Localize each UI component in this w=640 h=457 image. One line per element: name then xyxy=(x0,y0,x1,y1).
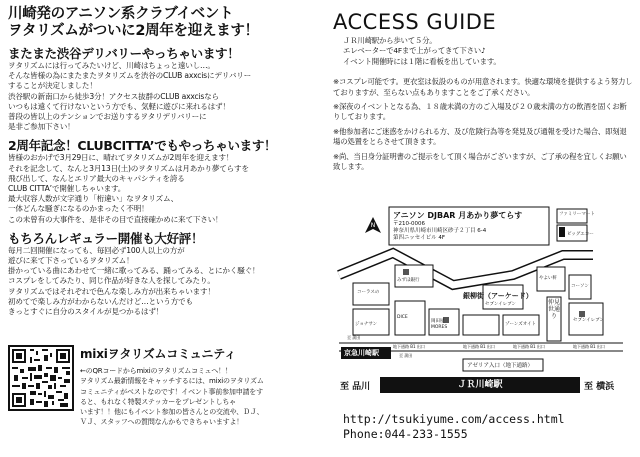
street-label: 仲見世通り xyxy=(547,299,560,320)
qr-code-icon xyxy=(10,347,72,409)
text-line: 渋谷駅の新南口から徒歩3分！アクセス抜群のCLUB axxcisなら xyxy=(8,91,219,101)
jr-train-bar xyxy=(340,377,622,393)
shop-label: ジョナサン xyxy=(355,322,378,327)
text-line: 掛かっている曲にあわせて一緒に歌ってみる、踊ってみる、とにかく騒ぐ！ xyxy=(8,266,260,276)
exit-label: 地下通路 B1 出口 xyxy=(573,344,605,349)
section-shibuya-body xyxy=(8,61,313,132)
shop-label: セブンイレブン xyxy=(573,318,604,323)
access-directions xyxy=(343,36,633,67)
shop-label: みずほ銀行 xyxy=(397,278,420,283)
text-line: コスプレをしてみたり、同じ作品が好きな人を探してみたり。 xyxy=(8,276,215,286)
note-age: ※深夜のイベントとなる為、１８歳未満の方のご入場及び２０歳未満の方の飲酒を固くお断りしております。 xyxy=(333,102,627,122)
section-regular-body xyxy=(8,246,313,317)
jr-station-bar xyxy=(380,377,580,393)
exit-label: 地下通路 B1 出口 xyxy=(513,344,545,349)
text-line: ＶＪ、スタッフへの質問なんかもできちゃいますよ！ xyxy=(80,418,244,427)
access-url-link[interactable]: http://tsukiyume.com/access.html xyxy=(343,412,565,426)
exit-label: 地下通路 B1 出口 xyxy=(463,344,495,349)
text-line: CLUB CITTA’で開催しちゃいます。 xyxy=(8,184,126,194)
headline-line-1: 川崎発のアニソン系クラブイベント xyxy=(8,6,234,22)
svg-text:N: N xyxy=(370,222,376,229)
text-line: 普段の皆以上のテンションでお送りするヲタリデリバリーに xyxy=(8,112,207,122)
right-column xyxy=(333,0,633,172)
note-cosplay: ※コスプレ可能です。更衣室は仮設のものが用意されます。快適な環境を提供するよう努力しておりますが、至らない点もありますことをご了承ください。 xyxy=(333,77,633,97)
text-line: コミュニティがベストなのです！イベント事前参加申請をす xyxy=(80,387,263,396)
venue-building: 第四ニッセイビル 4F xyxy=(393,235,446,241)
text-line: 是非ご参加下さい！ xyxy=(8,122,75,132)
headline-line-2: ヲタリズムがついに2周年を迎えます！ xyxy=(8,23,259,39)
text-line: エレベーターで4Fまで上がってきて下さい♪ xyxy=(343,46,486,56)
section-anniversary-body xyxy=(8,153,313,224)
access-guide-title: ACCESS GUIDE xyxy=(333,10,497,34)
direction-label: 至 蒲田 xyxy=(347,335,361,340)
text-line: いつもは遠くて行けないという方でも、気軽に遊びに来れるはず！ xyxy=(8,101,230,111)
text-line: ると、もれなく特製ステッカーをプレゼントしちゃ xyxy=(80,397,236,406)
text-line: ヲタリズムではそれぞれで色んな楽しみ方が出来ちゃいます！ xyxy=(8,286,215,296)
text-line: きっとすぐに自分のスタイルが見つかるはず！ xyxy=(8,307,164,317)
jr-station-label: ＪＲ川崎駅 xyxy=(457,380,503,390)
mixi-body xyxy=(80,366,310,428)
direction-label: 至 蒲田 xyxy=(399,353,413,358)
section-regular-title: もちろんレギュラー開催も大好評！ xyxy=(8,230,204,246)
keikyu-label: 京急川崎駅 xyxy=(344,349,379,357)
shop-label: ファミリーマート xyxy=(559,212,595,217)
shop-label: ゾーンズオイト xyxy=(505,322,537,327)
text-line: 遊びに来て下さっているヲタリズム！ xyxy=(8,256,134,266)
text-line: 一体どんな騒ぎになるのかまったく不明！ xyxy=(8,204,149,214)
left-direction: 至 品川 xyxy=(340,382,371,392)
shop-label: コーラスの xyxy=(357,290,380,295)
exit-label: 地下通路 B1 出口 xyxy=(393,344,425,349)
text-line: 初めてで楽しみ方がわからないんだけど…という方でも xyxy=(8,296,193,306)
right-direction: 至 横浜 xyxy=(584,382,615,392)
section-anniversary-title: 2周年記念！CLUBCITTA’でもやっちゃいます！ xyxy=(8,138,277,154)
shop-label: 岡田屋MORES xyxy=(431,319,448,330)
left-column xyxy=(8,0,313,317)
text-line: この未曾有の大事件を、是非その目で直接確かめに来て下さい！ xyxy=(8,214,223,224)
venue-name: アニソン DJBAR 月あかり夢てらす xyxy=(393,211,523,220)
phone-number: Phone:044-233-1555 xyxy=(343,427,468,441)
shop-label: DICE xyxy=(397,315,408,320)
text-line: そんな皆様の為にまたまたヲタリズムを渋谷のCLUB axxcisにデリバリー xyxy=(8,71,252,81)
text-line: ＪＲ川崎駅から歩いて５分。 xyxy=(343,36,437,45)
text-line: それを記念して、なんと3月13日(土)のヲタリズムは月あかり夢てらすを xyxy=(8,163,249,173)
compass-icon xyxy=(365,217,381,233)
shop-label: やよい軒 xyxy=(539,276,557,281)
shop-label: ビッグエコー xyxy=(567,232,594,237)
text-line: ←のQRコードからmixiのヲタリズムコミュへ！！ xyxy=(80,367,232,375)
text-line: 皆様のおかげで3月29日に、晴れてヲタリズムが2周年を迎えます！ xyxy=(8,153,234,163)
text-line: 最大収容人数が文字通り「桁違い」なヲタリズム、 xyxy=(8,194,179,204)
contact-footer xyxy=(343,412,565,442)
text-line: ヲタリズムには行ってみたいけど、川崎はちょっと遠いし…。 xyxy=(8,61,215,70)
shop-marker xyxy=(403,269,409,275)
qr-code[interactable] xyxy=(8,345,74,411)
mixi-community-block xyxy=(80,345,310,428)
venue-marker xyxy=(559,227,565,237)
shop-label: コーソン xyxy=(571,284,589,289)
text-line: ヲタリズム最新情報をキャッチするには、mixiのヲタリズム xyxy=(80,377,264,386)
mixi-title: mixiヲタリズムコミュニティ xyxy=(80,347,236,361)
text-line: イベント開催時には１階に看板を出しています。 xyxy=(343,56,501,66)
atre-label: アゼリア入口（地下通路） xyxy=(467,363,533,369)
section-shibuya-title: またまた渋谷デリバリーやっちゃいます！ xyxy=(8,46,240,61)
text-line: することが決定しました！ xyxy=(8,81,97,91)
text-line: います！！他にもイベント参加の皆さんとの交流や、ＤＪ、 xyxy=(80,408,264,417)
shop-label: セブンイレブン xyxy=(485,302,516,307)
building xyxy=(463,315,499,335)
venue-address-block xyxy=(393,221,486,242)
venue-zip: 〒210-0006 xyxy=(393,221,425,227)
arcade-label: 銀柳街（アーケード） xyxy=(463,292,533,300)
text-line: 飛び出して、なんとエリア最大のキャパシティを誇る xyxy=(8,173,185,183)
venue-address: 神奈川県川崎市川崎区砂子２丁目 6-4 xyxy=(393,228,487,234)
note-id: ※尚、当日身分証明書のご提示をして頂く場合がございますが、ご了承の程を宜しくお願い致します。 xyxy=(333,151,627,172)
note-conduct: ※他参加者にご迷惑をかけられる方、及び危険行為等を発見及び通報を受けた場合、即刻退場の処置をとらさせて頂きます。 xyxy=(333,126,627,147)
access-map xyxy=(333,205,631,375)
building xyxy=(395,265,433,287)
text-line: 毎月二回開催になっても、毎回必ず100人以上の方が xyxy=(8,245,185,255)
